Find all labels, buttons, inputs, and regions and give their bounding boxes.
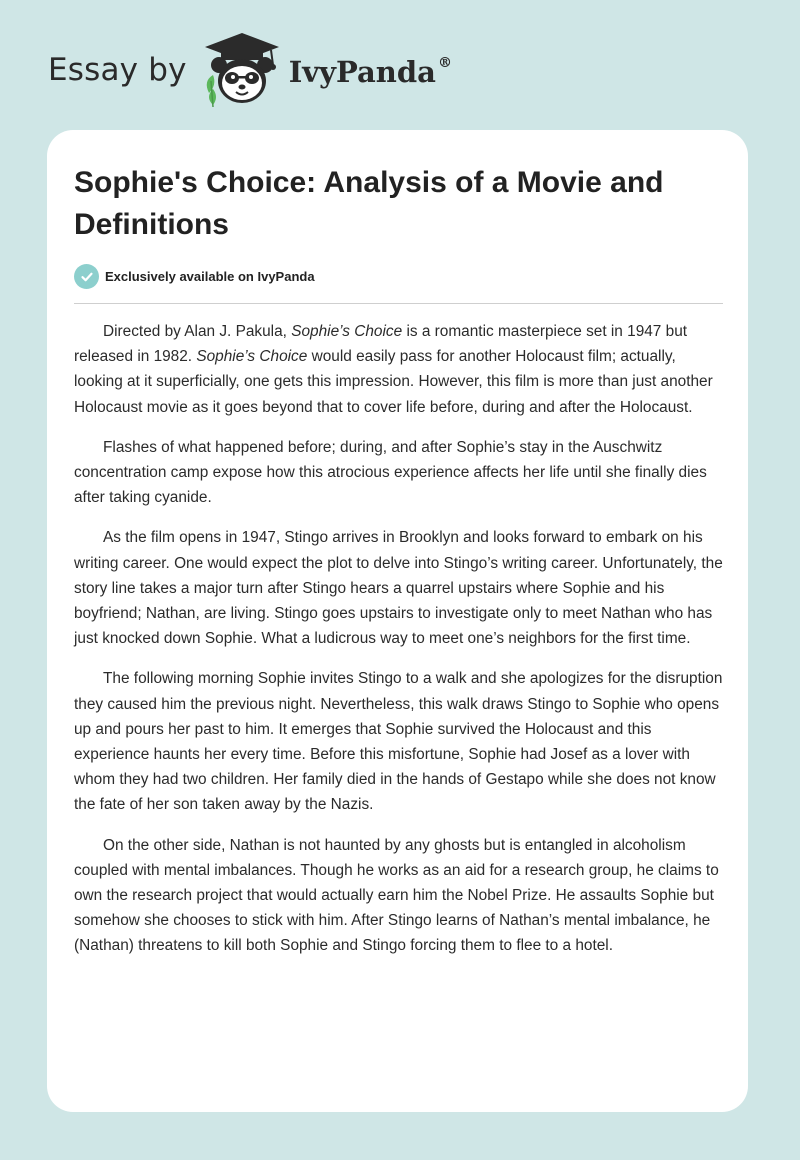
paragraph-text: On the other side, Nathan is not haunted by any ghosts but is entangled in alcoholism coupled with mental imbalances. Though he works as an aid for a research group, he claims to own the research project that would actually earn him the Nobel Prize. He assaults Sophie but somehow she chooses to stick with him. After Stingo learns of Nathan’s mental imbalance, he (Nathan) threatens to kill both Sophie and Stingo forcing them to flee to a hotel. bbox=[74, 836, 719, 955]
divider bbox=[74, 303, 723, 304]
essay-by-label: Essay by bbox=[48, 52, 187, 88]
essay-paragraph bbox=[74, 319, 726, 420]
italic-title-text: Sophie’s Choice bbox=[196, 348, 308, 366]
paragraph-text: Flashes of what happened before; during, and after Sophie’s stay in the Auschwitz concentration camp expose how this atrocious experience affects her life until she finally dies after taking cyanide. bbox=[74, 438, 707, 507]
exclusive-badge bbox=[74, 264, 315, 289]
italic-title-text: Sophie’s Choice bbox=[291, 323, 403, 340]
essay-paragraph bbox=[74, 435, 726, 511]
exclusive-label: Exclusively available on IvyPanda bbox=[105, 269, 315, 284]
essay-paragraph bbox=[74, 833, 726, 959]
panda-graduate-logo-icon[interactable] bbox=[201, 31, 283, 109]
paragraph-text: Directed by Alan J. Pakula, bbox=[103, 323, 292, 340]
paragraph-text: The following morning Sophie invites Stingo to a walk and she apologizes for the disruption they caused him the previous night. Nevertheless, this walk draws Stingo to Sophie who opens up and pours her past to him. It emerges that Sophie survived the Holocaust and this experience haunts her every time. Before this misfortune, Sophie had Josef as a lover with whom they had two children. Her family died in the hands of Gestapo while she does not know the fate of her son taken away by the Nazis. bbox=[74, 670, 723, 814]
brand-text: IvyPanda bbox=[288, 55, 436, 89]
essay-title: Sophie's Choice: Analysis of a Movie and Definitions bbox=[74, 166, 664, 241]
brand-name[interactable] bbox=[289, 55, 452, 89]
essay-body bbox=[74, 319, 726, 974]
essay-paragraph bbox=[74, 525, 726, 651]
check-circle-icon bbox=[74, 264, 99, 289]
essay-paragraph bbox=[74, 666, 726, 817]
paragraph-text: As the film opens in 1947, Stingo arrives in Brooklyn and looks forward to embark on his writing career. One would expect the plot to delve into Stingo’s writing career. Unfortunately, the story line takes a major turn after Stingo hears a quarrel upstairs where Sophie and his boyfriend; Nathan, are living. Stingo goes upstairs to investigate only to meet Nathan who has just knocked down Sophie. What a ludicrous way to meet one’s neighbors for the first time. bbox=[74, 529, 723, 648]
essay-card bbox=[47, 130, 748, 1112]
paragraph-text: is a romantic masterpiece set in 1947 but released in 1982. bbox=[74, 323, 688, 366]
site-header bbox=[48, 30, 748, 110]
registered-mark: ® bbox=[437, 55, 452, 72]
paragraph-text: would easily pass for another Holocaust film; actually, looking at it superficially, one gets this impression. However, this film is more than just another Holocaust movie as it goes beyond that to cover life before, during and after the Holocaust. bbox=[74, 348, 713, 416]
